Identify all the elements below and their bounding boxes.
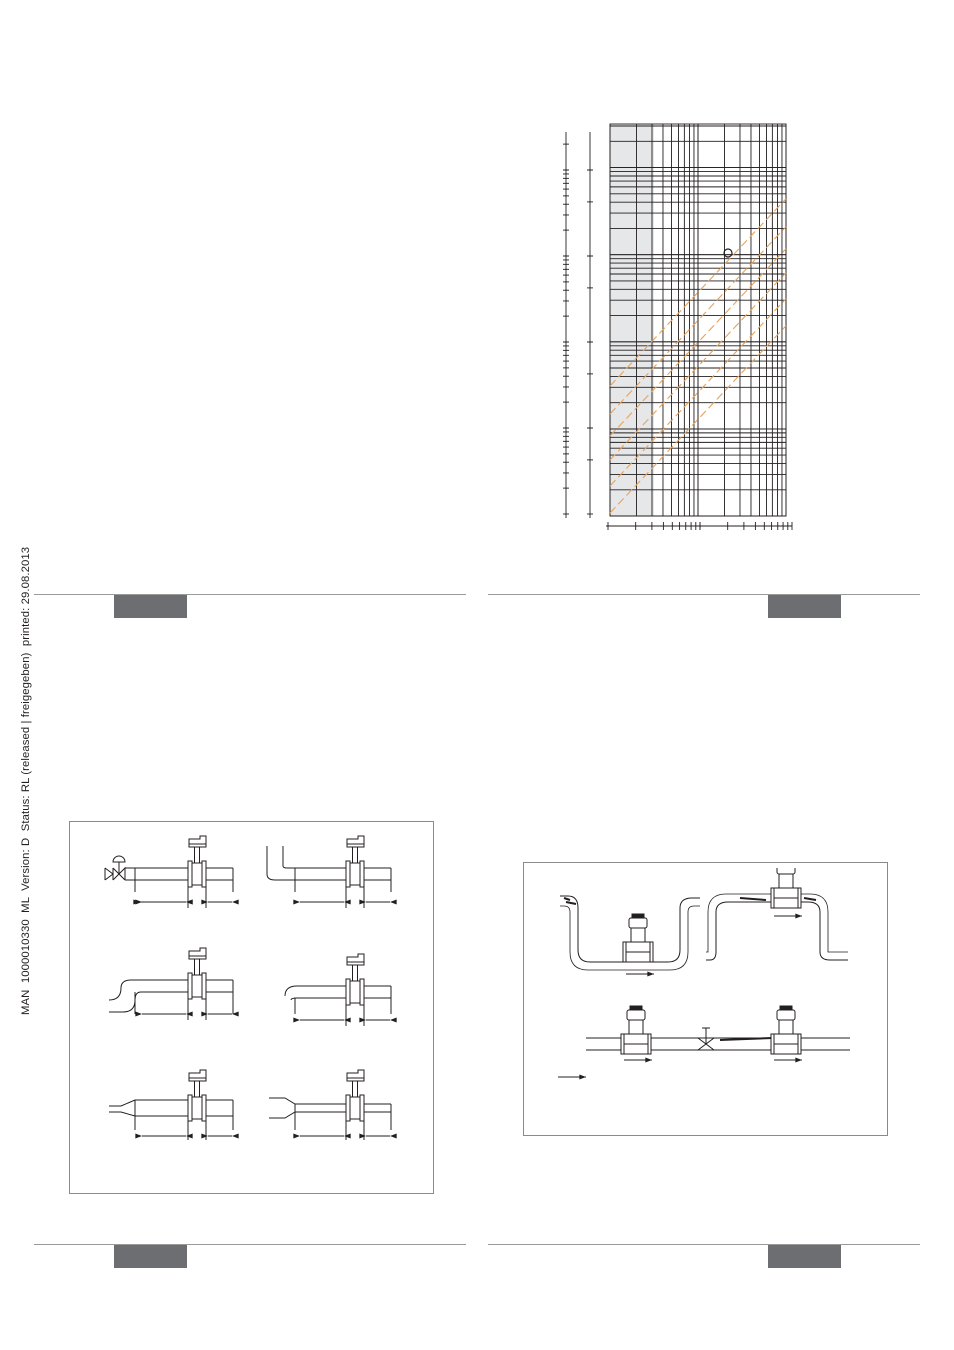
side-note: MAN 1000010330 ML Version: D Status: RL (released | freigegeben) printed: 29.08.2013 bbox=[20, 546, 32, 1015]
page-tab-lower-left bbox=[114, 1245, 187, 1268]
mount-high-point bbox=[706, 868, 848, 960]
chart-shaded-region bbox=[610, 124, 654, 516]
rule-lower-right bbox=[488, 1244, 920, 1245]
page-tab-lower-right bbox=[768, 1245, 841, 1268]
chart-left-scale bbox=[563, 132, 593, 518]
rule-upper-right bbox=[488, 594, 920, 595]
chart-operating-point-marker bbox=[724, 249, 732, 257]
mounting-positions bbox=[540, 868, 870, 1108]
installation-examples bbox=[95, 828, 405, 1140]
chart-bottom-scale bbox=[606, 522, 792, 530]
page-tab-upper-right bbox=[768, 595, 841, 618]
mount-straight-with-valve bbox=[586, 1006, 850, 1060]
example-reduction bbox=[109, 1070, 233, 1140]
mount-low-point bbox=[560, 896, 700, 974]
rule-lower-left bbox=[34, 1244, 466, 1245]
page-tab-upper-left bbox=[114, 595, 187, 618]
pressure-loss-chart bbox=[550, 118, 800, 543]
example-expansion bbox=[269, 1070, 391, 1140]
example-valve-upstream bbox=[105, 836, 233, 908]
example-elbow-upstream bbox=[285, 954, 391, 1026]
example-bend-upstream bbox=[109, 948, 233, 1020]
rule-upper-left bbox=[34, 594, 466, 595]
example-elbow-vertical bbox=[267, 836, 391, 908]
